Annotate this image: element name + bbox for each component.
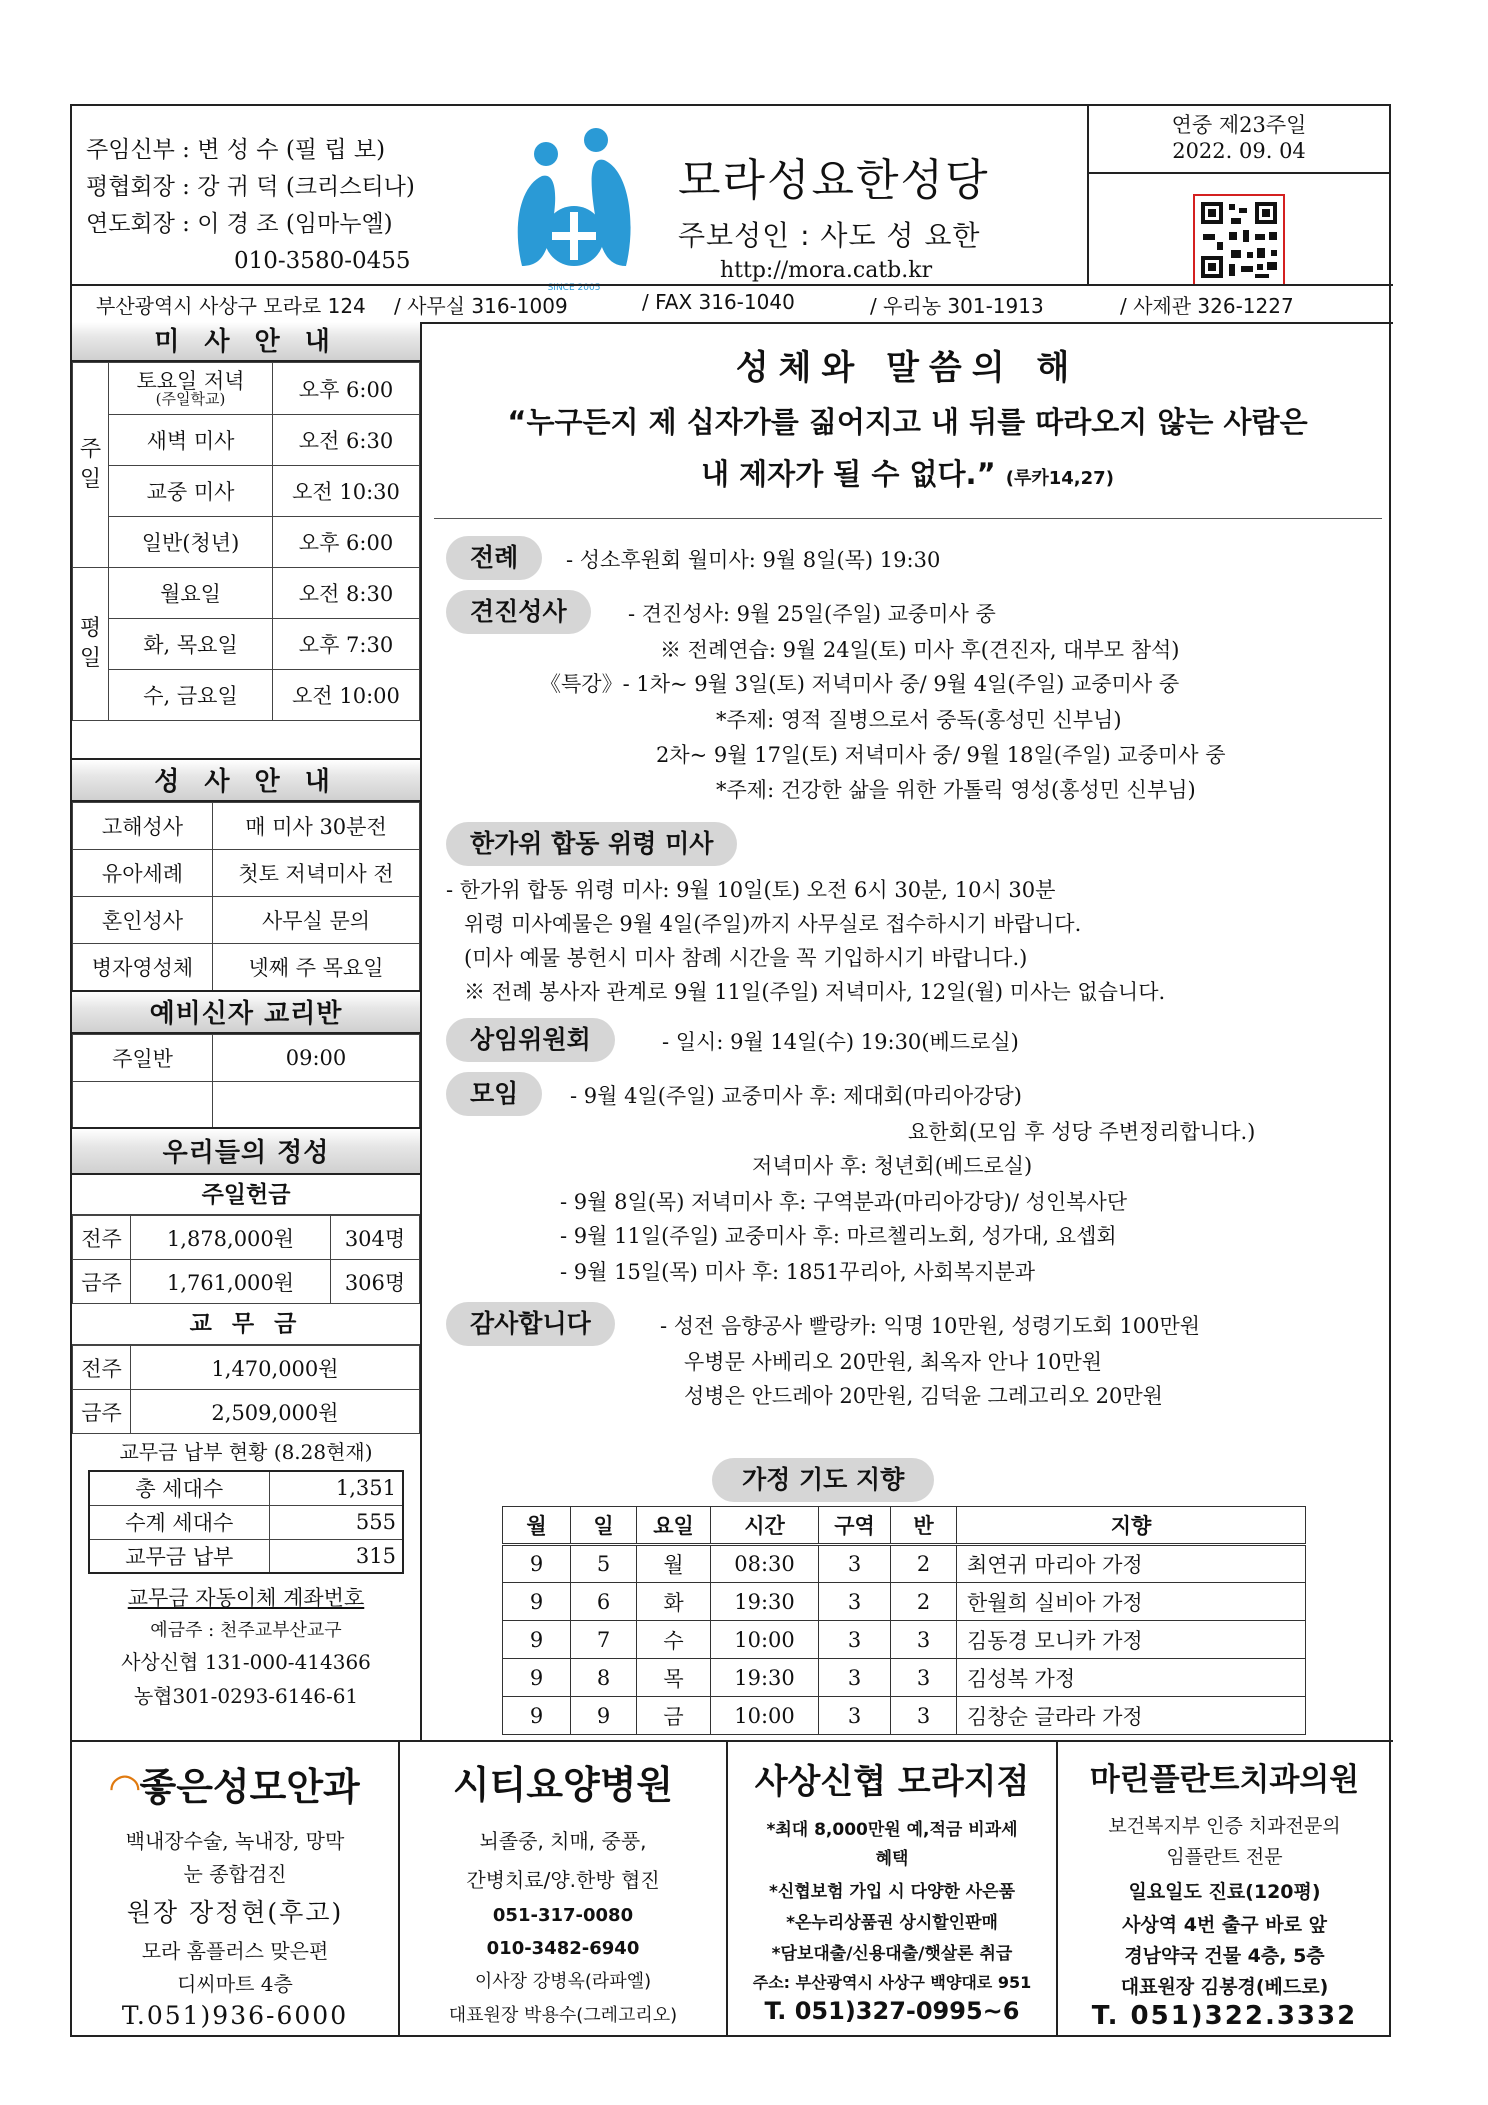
ad-line: 사상역 4번 출구 바로 앞 [1122, 1914, 1327, 1936]
contact-phone: 010-3580-0455 [234, 248, 411, 274]
offering-count: 304명 [331, 1216, 420, 1260]
catechumen-title: 예비신자 교리반 [72, 990, 420, 1034]
meeting-line: - 9월 4일(주일) 교중미사 후: 제대회(마리아강당) [570, 1084, 1022, 1108]
rectory-phone: / 사제관 326-1227 [1120, 294, 1294, 318]
prayer-header: 반 [891, 1507, 957, 1545]
mass-name: 화, 목요일 [109, 619, 273, 670]
account-number-2: 농협301-0293-6146-61 [133, 1684, 359, 1708]
ad-line: 대표원장 박용수(그레고리오) [448, 2005, 678, 2026]
ad-line: 뇌졸중, 치매, 중풍, [479, 1829, 647, 1853]
church-url[interactable]: http://mora.catb.kr [720, 258, 933, 283]
dues-status-title: 교무금 납부 현황 (8.28현재) [119, 1440, 373, 1464]
ad-line: 임플란트 전문 [1166, 1846, 1283, 1868]
mass-time: 오전 8:30 [273, 568, 420, 619]
status-label: 총 세대수 [89, 1471, 269, 1505]
sunday-offering-table [72, 1215, 420, 1304]
account-title: 교무금 자동이체 계좌번호 [127, 1586, 365, 1610]
week-label: 금주 [73, 1260, 131, 1304]
section-meeting-label: 모임 [446, 1072, 542, 1116]
ad-line: 일요일도 진료(120평) [1128, 1881, 1321, 1903]
offering-amount: 1,878,000원 [131, 1216, 331, 1260]
ad-credit-union[interactable] [728, 1742, 1058, 2037]
dues-status-table [88, 1470, 404, 1574]
status-value: 555 [269, 1505, 403, 1539]
status-value: 315 [269, 1539, 403, 1573]
sacrament-value: 사무실 문의 [213, 897, 420, 944]
ad-line: *신협보험 가입 시 다양한 사은품 [768, 1882, 1016, 1902]
ad-dental-clinic[interactable] [1058, 1742, 1391, 2037]
table-row: 9 6 화 19:30 3 2 한월희 실비아 가정 [503, 1583, 1306, 1621]
mass-guide-title: 미 사 안 내 [72, 322, 420, 362]
mass-name: 일반(청년) [109, 517, 273, 568]
chuseok-line: 위령 미사예물은 9월 4일(주일)까지 사무실로 접수하시기 바랍니다. [464, 912, 1082, 936]
account-number-1: 사상신협 131-000-414366 [121, 1650, 371, 1674]
chuseok-line: - 한가위 합동 위령 미사: 9월 10일(토) 오전 6시 30분, 10시 30분 [446, 878, 1056, 902]
sacrament-name: 혼인성사 [73, 897, 213, 944]
meeting-line: 요한회(모임 후 성당 주변정리합니다.) [908, 1120, 1256, 1144]
section-committee-label: 상임위원회 [446, 1018, 615, 1062]
table-row: 9 8 목 19:30 3 3 김성복 가정 [503, 1659, 1306, 1697]
section-chuseok-label: 한가위 합동 위령 미사 [446, 822, 737, 866]
sacrament-name: 고해성사 [73, 803, 213, 850]
status-label: 교무금 납부 [89, 1539, 269, 1573]
ad-line: 경남약국 건물 4층, 5층 [1124, 1945, 1325, 1967]
prayer-header: 시간 [711, 1507, 819, 1545]
ad-line: T.051)936-6000 [121, 2001, 349, 2030]
sacrament-guide-title: 성 사 안 내 [72, 758, 420, 802]
week-label: 금주 [73, 1390, 131, 1434]
ad-line: 모라 홈플러스 맞은편 [141, 1939, 329, 1963]
thanks-line: 우병문 사베리오 20만원, 최옥자 안나 10만원 [684, 1350, 1103, 1374]
prayer-header: 월 [503, 1507, 571, 1545]
thanks-line: 성병은 안드레아 20만원, 김덕윤 그레고리오 20만원 [684, 1384, 1163, 1408]
ad-line: T. 051)322.3332 [1091, 2001, 1358, 2031]
ad-line: 이사장 강병옥(라파엘) [474, 1971, 652, 1992]
catechumen-table [72, 1034, 420, 1128]
ad-line: 백내장수술, 녹내장, 망막 [125, 1829, 345, 1853]
pastor: 주임신부 : 변 성 수 (필 립 보) [86, 137, 386, 163]
offering-title: 우리들의 정성 [72, 1127, 420, 1175]
chuseok-line: (미사 예물 봉헌시 미사 참례 시간을 꼭 기입하시기 바랍니다.) [464, 946, 1028, 970]
ad-care-hospital[interactable] [400, 1742, 728, 2037]
sunday-label: 주일 [73, 363, 109, 568]
office-phone: / 사무실 316-1009 [394, 294, 568, 318]
ad-line: 주소: 부산광역시 사상구 백양대로 951 [752, 1973, 1032, 1992]
table-row: 9 7 수 10:00 3 3 김동경 모니카 가정 [503, 1621, 1306, 1659]
ad-title: 사상신협 모라지점 [754, 1762, 1030, 1802]
ad-line: 간병치료/양.한방 협진 [466, 1868, 660, 1892]
dues-title: 교 무 금 [72, 1303, 420, 1345]
sacrament-value: 첫토 저녁미사 전 [213, 850, 420, 897]
prayer-header: 요일 [637, 1507, 711, 1545]
status-label: 수계 세대수 [89, 1505, 269, 1539]
liturgical-week [1087, 112, 1391, 164]
dues-table [72, 1345, 420, 1434]
meeting-line: - 9월 11일(주일) 교중미사 후: 마르첼리노회, 성가대, 요셉회 [560, 1224, 1117, 1248]
week-label: 연중 제23주일 [1171, 113, 1307, 137]
ad-title: ◠좋은성모안과 [110, 1765, 360, 1809]
confirmation-line: *주제: 건강한 삶을 위한 가톨릭 영성(홍성민 신부님) [716, 778, 1196, 802]
church-address: 부산광역시 사상구 모라로 124 [96, 294, 366, 318]
confirmation-line: ※ 전례연습: 9월 24일(토) 미사 후(견진자, 대부모 참석) [660, 638, 1180, 662]
mass-time: 오후 6:00 [273, 363, 420, 415]
dues-amount: 1,470,000원 [131, 1346, 420, 1390]
confirmation-line: 2차~ 9월 17일(토) 저녁미사 중/ 9월 18일(주일) 교중미사 중 [656, 743, 1226, 767]
ad-line: 눈 종합검진 [183, 1862, 287, 1886]
clergy-info [86, 132, 415, 280]
confirmation-line: - 견진성사: 9월 25일(주일) 교중미사 중 [628, 602, 996, 626]
offering-count: 306명 [331, 1260, 420, 1304]
logo-since: SINCE 2005 [547, 283, 601, 293]
mass-schedule-table [72, 362, 420, 721]
status-value: 1,351 [269, 1471, 403, 1505]
scripture-quote [422, 396, 1393, 505]
ad-eye-clinic[interactable] [72, 1742, 400, 2037]
church-name: 모라성요한성당 [678, 155, 990, 206]
ad-strip [72, 1742, 1393, 2037]
qr-code-icon[interactable] [1193, 194, 1285, 286]
bulletin-date: 2022. 09. 04 [1172, 139, 1306, 163]
woorinong-phone: / 우리농 301-1913 [870, 294, 1044, 318]
class-time: 09:00 [213, 1035, 420, 1082]
class-time [213, 1082, 420, 1128]
prayer-header: 구역 [819, 1507, 891, 1545]
ad-title: 시티요양병원 [452, 1763, 674, 1807]
mass-name: 월요일 [109, 568, 273, 619]
table-row: 9 9 금 10:00 3 3 김창순 글라라 가정 [503, 1697, 1306, 1735]
week-label: 전주 [73, 1346, 131, 1390]
committee-line: - 일시: 9월 14일(수) 19:30(베드로실) [662, 1030, 1019, 1054]
address-bar [72, 284, 1393, 322]
meeting-line: 저녁미사 후: 청년회(베드로실) [752, 1154, 1033, 1178]
section-confirmation-label: 견진성사 [446, 590, 591, 634]
sacrament-value: 넷째 주 목요일 [213, 944, 420, 991]
eye-logo-icon: ◠ [110, 1765, 140, 1809]
mass-name: 새벽 미사 [109, 415, 273, 466]
quote-line-2: 내 제자가 될 수 없다.” (루카14,27) [701, 457, 1114, 491]
sacrament-table [72, 802, 420, 991]
prayer-table [502, 1506, 1306, 1735]
quote-line-1: “누구든지 제 십자가를 짊어지고 내 뒤를 따라오지 않는 사람은 [507, 405, 1308, 439]
church-logo-icon [512, 126, 636, 296]
class-name [73, 1082, 213, 1128]
bulletin-page [70, 104, 1391, 2037]
ad-title: 마린플란트치과의원 [1089, 1762, 1360, 1798]
mass-time: 오전 10:30 [273, 466, 420, 517]
patron-saint: 주보성인 : 사도 성 요한 [678, 219, 981, 252]
mass-time: 오전 6:30 [273, 415, 420, 466]
ad-line: *온누리상품권 상시할인판매 [786, 1913, 998, 1933]
thanks-line: - 성전 음향공사 빨랑카: 익명 10만원, 성령기도회 100만원 [660, 1314, 1201, 1338]
quote-reference: (루카14,27) [1005, 468, 1114, 489]
ad-line: 대표원장 김봉경(베드로) [1120, 1976, 1329, 1998]
ad-line: *담보대출/신용대출/햇살론 취급 [771, 1944, 1013, 1964]
sacrament-name: 유아세례 [73, 850, 213, 897]
confirmation-line: *주제: 영적 질병으로서 중독(홍성민 신부님) [716, 708, 1122, 732]
account-owner: 예금주 : 천주교부산교구 [150, 1620, 342, 1641]
association-president: 연도회장 : 이 경 조 (임마누엘) [86, 211, 393, 237]
ad-line: *최대 8,000만원 예,적금 비과세 [766, 1820, 1018, 1840]
offering-amount: 1,761,000원 [131, 1260, 331, 1304]
sacrament-name: 병자영성체 [73, 944, 213, 991]
mass-name: 수, 금요일 [109, 670, 273, 721]
confirmation-line: 《특강》- 1차~ 9월 3일(토) 저녁미사 중/ 9월 4일(주일) 교중미사 중 [540, 672, 1180, 696]
prayer-title: 가정 기도 지향 [712, 1458, 934, 1502]
ad-line: 010-3482-6940 [486, 1938, 640, 1959]
ad-line: 051-317-0080 [492, 1905, 634, 1926]
section-thanks-label: 감사합니다 [446, 1302, 615, 1346]
sunday-offering-title: 주일헌금 [72, 1175, 420, 1215]
fax-number: / FAX 316-1040 [642, 290, 795, 314]
week-label: 전주 [73, 1216, 131, 1260]
mass-name: 교중 미사 [109, 466, 273, 517]
prayer-header: 지향 [957, 1507, 1306, 1545]
liturgy-line: - 성소후원회 월미사: 9월 8일(목) 19:30 [566, 548, 941, 572]
year-theme: 성체와 말씀의 해 [735, 348, 1080, 388]
chuseok-line: ※ 전례 봉사자 관계로 9월 11일(주일) 저녁미사, 12일(월) 미사는 없습니다. [464, 980, 1166, 1004]
ad-line: 보건복지부 인증 치과전문의 [1108, 1815, 1341, 1837]
mass-name: 토요일 저녁 (주일학교) [109, 363, 273, 415]
meeting-line: - 9월 15일(목) 미사 후: 1851꾸리아, 사회복지분과 [560, 1260, 1036, 1284]
weekday-label: 평일 [73, 568, 109, 721]
ad-line: T. 051)327-0995~6 [764, 1997, 1020, 2025]
mass-time: 오후 7:30 [273, 619, 420, 670]
table-row: 9 5 월 08:30 3 2 최연귀 마리아 가정 [503, 1545, 1306, 1583]
mass-time: 오전 10:00 [273, 670, 420, 721]
ad-line: 원장 장정현(후고) [126, 1898, 344, 1927]
ad-line: 디씨마트 4층 [177, 1972, 293, 1996]
council-president: 평협회장 : 강 귀 덕 (크리스티나) [86, 174, 415, 200]
section-liturgy-label: 전례 [446, 536, 542, 580]
mass-time: 오후 6:00 [273, 517, 420, 568]
meeting-line: - 9월 8일(목) 저녁미사 후: 구역분과(마리아강당)/ 성인복사단 [560, 1190, 1128, 1214]
dues-amount: 2,509,000원 [131, 1390, 420, 1434]
class-name: 주일반 [73, 1035, 213, 1082]
sacrament-value: 매 미사 30분전 [213, 803, 420, 850]
ad-line: 혜택 [875, 1849, 909, 1869]
prayer-header: 일 [571, 1507, 637, 1545]
